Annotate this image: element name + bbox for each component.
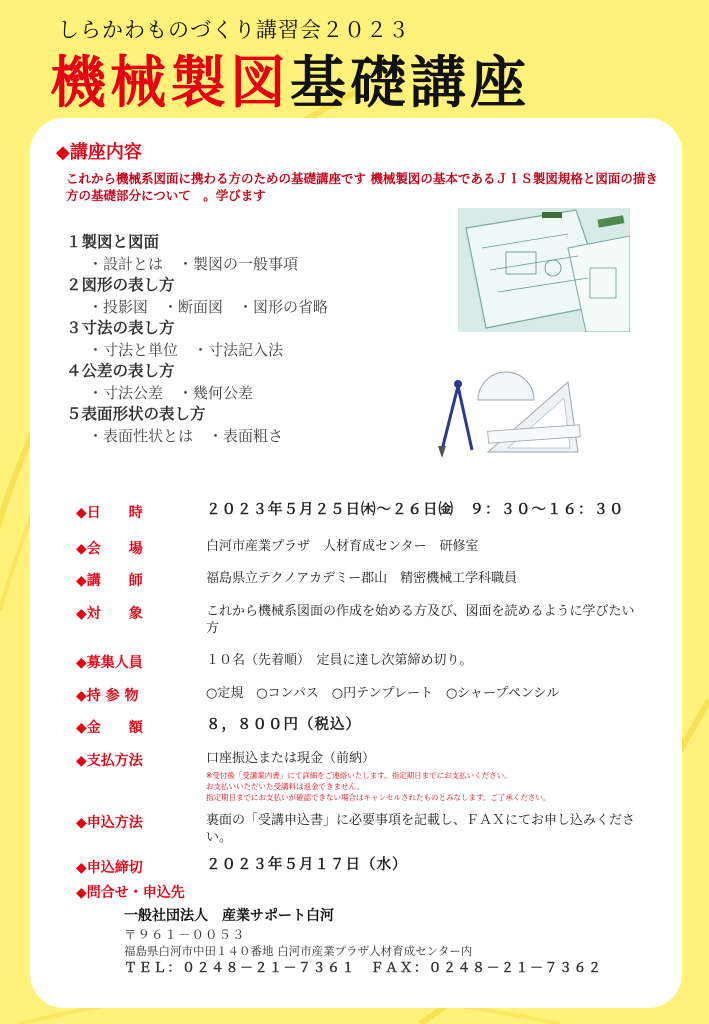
contact-address: 福島県白河市中田１４０番地 白河市産業プラザ人材育成センター内 (124, 944, 473, 958)
subtitle: しらかわものづくり講習会２０２３ (58, 18, 410, 42)
topic-items: ・表面性状とは ・表面粗さ (88, 427, 284, 445)
detail-value: １０名（先着順） 定員に達し次第締め切り。 (206, 653, 473, 668)
main-title (50, 52, 530, 116)
detail-value: 白河市産業プラザ 人材育成センター 研修室 (206, 539, 479, 554)
topic-items: ・投影図 ・断面図 ・図形の省略 (88, 298, 329, 316)
detail-label: ◆会 場 (76, 541, 143, 557)
topic-items: ・寸法と単位 ・寸法記入法 (88, 341, 284, 359)
detail-value: ○定規 ○コンパス ○円テンプレート ○シャープペンシル (206, 686, 560, 701)
topic-list (66, 232, 446, 447)
topic-title: ５表面形状の表し方 (66, 405, 206, 423)
contact-phone: ＴＥＬ：０２４８－２１－７３６１ ＦＡＸ：０２４８－２１－７３６２ (124, 961, 603, 976)
detail-label: ◆申込方法 (76, 815, 143, 831)
topic-title: ２図形の表し方 (66, 276, 175, 294)
detail-label: ◆日 時 (76, 505, 143, 521)
detail-value: 裏面の「受講申込書」に必要事項を記載し、ＦＡＸにてお申し込みください。 (206, 813, 636, 845)
detail-label: ◆持 参 物 (76, 688, 139, 704)
detail-value: ８，８００円（税込） (206, 717, 361, 733)
contact-label: ◆問合せ・申込先 (76, 885, 185, 901)
topic-title: ４公差の表し方 (66, 362, 175, 380)
title-red-part: 機械製図 (50, 51, 290, 116)
topic-title: ３寸法の表し方 (66, 319, 175, 337)
detail-value (206, 750, 656, 803)
detail-label: ◆募集人員 (76, 655, 143, 671)
payment-method: 口座振込または現金（前納） (206, 751, 376, 766)
drawing-paper-photo (458, 208, 630, 332)
detail-label: ◆支払方法 (76, 753, 143, 769)
payment-note: ※受付後「受講案内書」にて詳細をご連絡いたします。指定期日までにお支払いください。 (206, 771, 512, 780)
detail-label: ◆講 師 (76, 573, 143, 589)
detail-label: ◆金 額 (76, 720, 143, 736)
payment-note: お支払いいただいた受講料は返金できません。 (206, 782, 364, 791)
detail-value: ２０２３年５月１７日（水） (206, 857, 408, 873)
topic-items: ・設計とは ・製図の一般事項 (88, 255, 299, 273)
topic-title: １製図と図面 (66, 233, 160, 251)
contact-block (124, 906, 624, 977)
detail-label: ◆対 象 (76, 606, 143, 622)
detail-label: ◆申込締切 (76, 860, 143, 876)
title-black-part: 基礎講座 (290, 51, 530, 116)
contact-org: 一般社団法人 産業サポート白河 (124, 908, 334, 924)
topic-items: ・寸法公差 ・幾何公差 (88, 384, 254, 402)
detail-value: ２０２３年５月２５日㈭～２６日㈮ ９：３０～１６：３０ (206, 502, 625, 518)
course-intro: これから機械系図面に携わる方のための基礎講座です 機械製図の基本であるＪＩＳ製図規格と図面の描き方の基礎部分について 。学びます (66, 171, 658, 203)
payment-note: 指定期日までにお支払いが確認できない場合はキャンセルされたものとみなします。ご了承ください。 (206, 793, 551, 802)
detail-value: 福島県立テクノアカデミー郡山 精密機械工学科職員 (206, 571, 518, 586)
contact-postal: 〒９６１－００５３ (124, 927, 246, 942)
drafting-instruments-photo (428, 362, 588, 460)
detail-value: これから機械系図面の作成を始める方及び、図面を読めるように学びたい方 (206, 604, 635, 636)
course-heading: ◆講座内容 (56, 142, 142, 163)
